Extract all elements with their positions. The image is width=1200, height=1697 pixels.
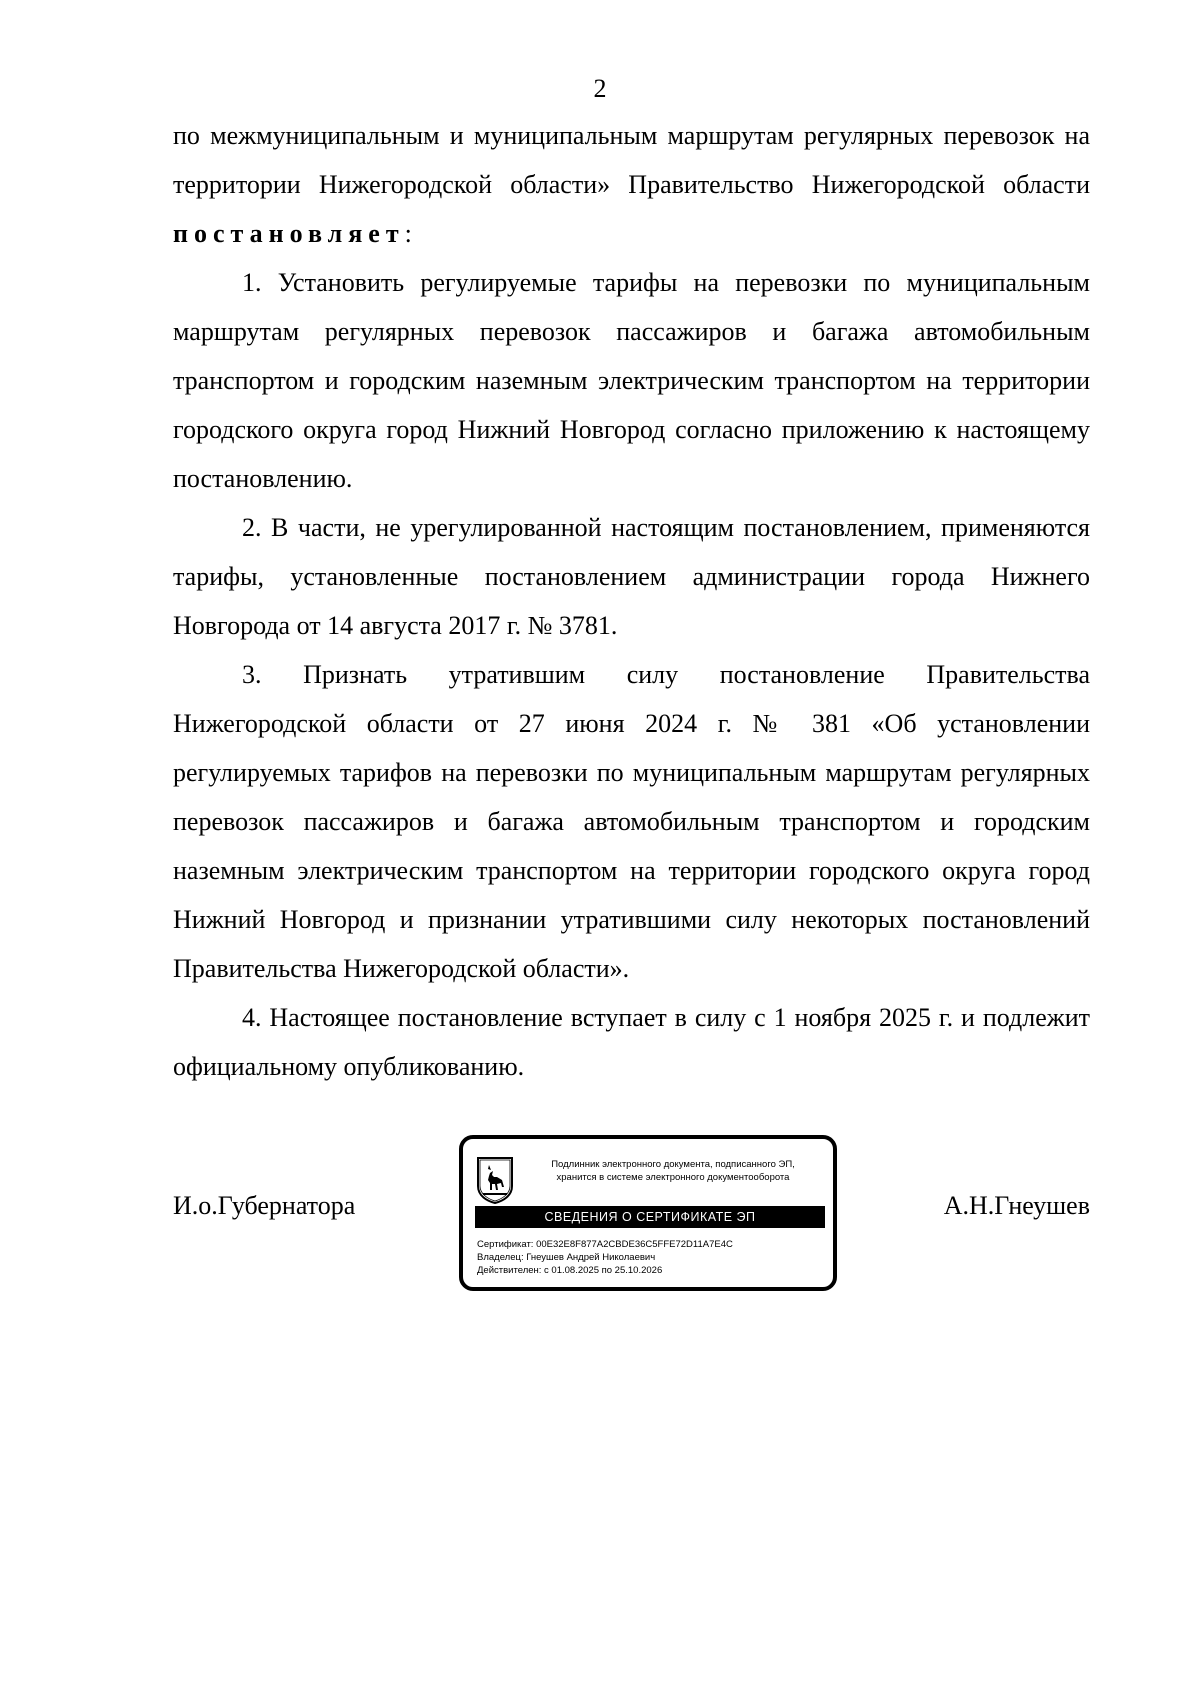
deer-coat-of-arms-icon bbox=[475, 1156, 515, 1204]
certificate-owner: Владелец: Гнеушев Андрей Николаевич bbox=[477, 1252, 656, 1263]
document-body bbox=[173, 111, 1090, 1091]
clause-3: 3. Признать утратившим силу постановление Правительства Нижегородской области от 27 июня 2024 г. № 381 «Об установлении регулируемых тарифов на перевозки по муниципальным маршрутам регулярных перевозок пассажиров и багажа автомобильным транспортом и городским наземным электрическим транспортом на территории городского округа город Нижний Новгород и признании утратившими силу некоторых постановлений Правительства Нижегородской области». bbox=[173, 660, 1090, 983]
clause-1: 1. Установить регулируемые тарифы на перевозки по муниципальным маршрутам регулярных перевозок пассажиров и багажа автомобильным транспортом и городским наземным электрическим транспортом на территории городского округа город Нижний Новгород согласно приложению к настоящему постановлению. bbox=[173, 268, 1090, 493]
signatory-name: А.Н.Гнеушев bbox=[943, 1191, 1090, 1220]
electronic-signature-stamp bbox=[459, 1135, 837, 1291]
signature-block bbox=[173, 1135, 1090, 1335]
certificate-details bbox=[477, 1238, 733, 1277]
stamp-note-line-2: хранится в системе электронного документооборота bbox=[556, 1172, 790, 1183]
clause-2: 2. В части, не урегулированной настоящим постановлением, применяются тарифы, установленные постановлением администрации города Нижнего Новгорода от 14 августа 2017 г. № 3781. bbox=[173, 513, 1090, 640]
stamp-note-line-1: Подлинник электронного документа, подписанного ЭП, bbox=[551, 1159, 795, 1170]
certificate-validity: Действителен: с 01.08.2025 по 25.10.2026 bbox=[477, 1265, 663, 1276]
signatory-position: И.о.Губернатора bbox=[173, 1191, 356, 1220]
clause-4: 4. Настоящее постановление вступает в силу с 1 ноября 2025 г. и подлежит официальному опубликованию. bbox=[173, 1003, 1090, 1081]
stamp-note bbox=[523, 1158, 823, 1184]
intro-text: по межмуниципальным и муниципальным маршрутам регулярных перевозок на территории Нижегородской области» Правительство Нижегородской области bbox=[173, 121, 1090, 199]
intro-colon: : bbox=[404, 219, 412, 248]
certificate-info-title: СВЕДЕНИЯ О СЕРТИФИКАТЕ ЭП bbox=[475, 1206, 825, 1228]
intro-paragraph bbox=[173, 111, 1090, 258]
decree-word: постановляет bbox=[173, 219, 405, 248]
certificate-number: Сертификат: 00E32E8F877A2CBDE36C5FFE72D11A7E4C bbox=[477, 1239, 733, 1250]
page-number: 2 bbox=[593, 74, 607, 103]
